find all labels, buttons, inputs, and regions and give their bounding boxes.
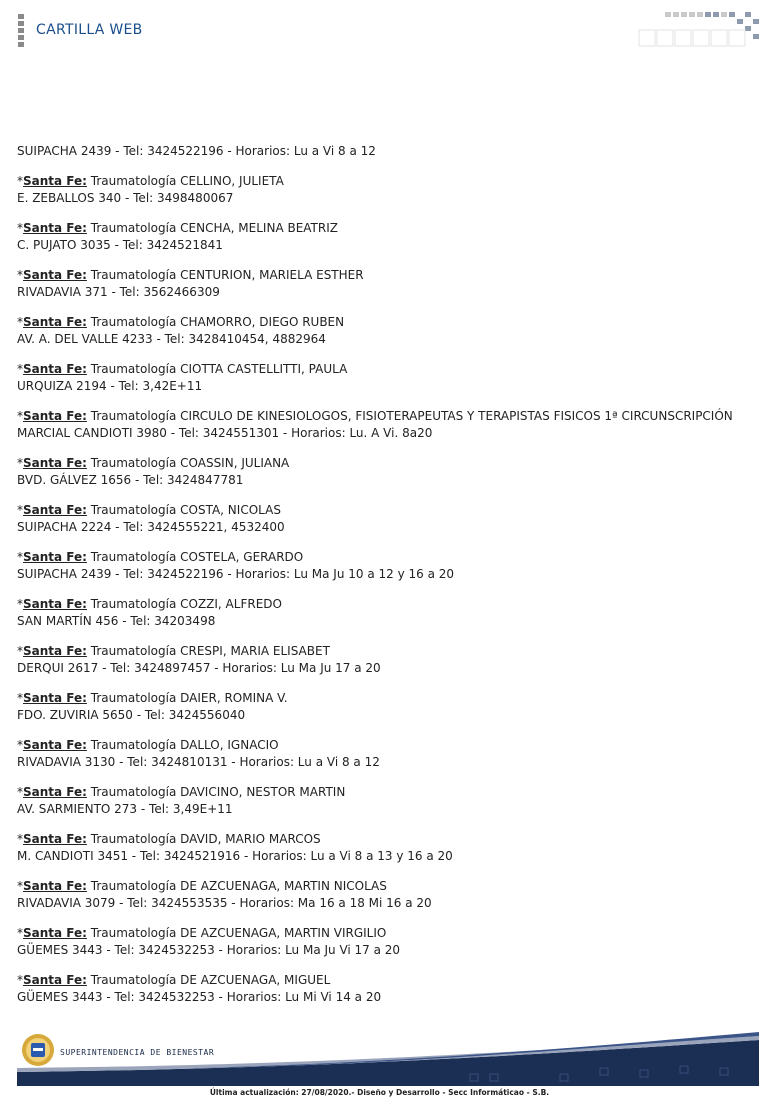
location-label: Santa Fe: (23, 315, 87, 329)
entry-marker: * (17, 174, 23, 188)
entry-detail: MARCIAL CANDIOTI 3980 - Tel: 3424551301 - Horarios: Lu. A Vi. 8a20 (17, 426, 433, 440)
location-label: Santa Fe: (23, 503, 87, 517)
entry-detail: GÜEMES 3443 - Tel: 3424532253 - Horarios: Lu Mi Vi 14 a 20 (17, 990, 382, 1004)
location-label: Santa Fe: (23, 832, 87, 846)
entry-detail: DERQUI 2617 - Tel: 3424897457 - Horarios: Lu Ma Ju 17 a 20 (17, 661, 381, 675)
list-item (17, 220, 747, 254)
provider-name: Traumatología CRESPI, MARIA ELISABET (90, 644, 330, 658)
location-label: Santa Fe: (23, 785, 87, 799)
footer-wave-decoration (0, 1028, 759, 1088)
location-label: Santa Fe: (23, 879, 87, 893)
list-item (17, 549, 747, 583)
entry-marker: * (17, 315, 23, 329)
list-item (17, 173, 747, 207)
list-item (17, 502, 747, 536)
location-label: Santa Fe: (23, 691, 87, 705)
entry-detail: FDO. ZUVIRIA 5650 - Tel: 3424556040 (17, 708, 246, 722)
entry-marker: * (17, 879, 23, 893)
list-item (17, 737, 747, 771)
entry-marker: * (17, 550, 23, 564)
entry-marker: * (17, 503, 23, 517)
footer-note: Última actualización: 27/08/2020.- Diseño y Desarrollo - Secc Informáticao - S.B. (209, 1088, 550, 1097)
list-item (17, 878, 747, 912)
provider-name: Traumatología CENCHA, MELINA BEATRIZ (90, 221, 338, 235)
entry-detail: C. PUJATO 3035 - Tel: 3424521841 (17, 238, 223, 252)
list-item (17, 831, 747, 865)
institution-seal-icon (21, 1033, 55, 1067)
pixel-decoration-icon (629, 10, 759, 50)
location-label: Santa Fe: (23, 409, 87, 423)
entry-detail: BVD. GÁLVEZ 1656 - Tel: 3424847781 (17, 473, 244, 487)
entry-detail: SUIPACHA 2224 - Tel: 3424555221, 4532400 (17, 520, 285, 534)
organization-name: SUPERINTENDENCIA DE BIENESTAR (60, 1048, 215, 1057)
provider-name: Traumatología DE AZCUENAGA, MIGUEL (90, 973, 331, 987)
list-item (17, 267, 747, 301)
provider-name: Traumatología CIRCULO DE KINESIOLOGOS, FISIOTERAPEUTAS Y TERAPISTAS FISICOS 1ª CIRCUNSCRIPCIÓN (90, 409, 733, 423)
provider-name: Traumatología DAIER, ROMINA V. (90, 691, 288, 705)
entry-detail: URQUIZA 2194 - Tel: 3,42E+11 (17, 379, 203, 393)
location-label: Santa Fe: (23, 597, 87, 611)
provider-name: Traumatología COSTELA, GERARDO (90, 550, 304, 564)
entry-marker: * (17, 456, 23, 470)
location-label: Santa Fe: (23, 221, 87, 235)
list-item (17, 361, 747, 395)
provider-name: Traumatología DAVID, MARIO MARCOS (90, 832, 321, 846)
entry-marker: * (17, 785, 23, 799)
location-label: Santa Fe: (23, 174, 87, 188)
provider-name: Traumatología CHAMORRO, DIEGO RUBEN (90, 315, 345, 329)
location-label: Santa Fe: (23, 973, 87, 987)
entry-marker: * (17, 926, 23, 940)
entry-marker: * (17, 973, 23, 987)
location-label: Santa Fe: (23, 456, 87, 470)
provider-name: Traumatología CELLINO, JULIETA (90, 174, 284, 188)
entry-detail: RIVADAVIA 3130 - Tel: 3424810131 - Horarios: Lu a Vi 8 a 12 (17, 755, 380, 769)
entry-detail: AV. SARMIENTO 273 - Tel: 3,49E+11 (17, 802, 233, 816)
provider-name: Traumatología DE AZCUENAGA, MARTIN VIRGILIO (90, 926, 387, 940)
entry-detail: SUIPACHA 2439 - Tel: 3424522196 - Horarios: Lu a Vi 8 a 12 (17, 144, 376, 158)
list-item (17, 925, 747, 959)
location-label: Santa Fe: (23, 926, 87, 940)
list-item (17, 455, 747, 489)
list-item (17, 314, 747, 348)
provider-name: Traumatología DAVICINO, NESTOR MARTIN (90, 785, 346, 799)
entry-detail: GÜEMES 3443 - Tel: 3424532253 - Horarios: Lu Ma Ju Vi 17 a 20 (17, 943, 401, 957)
entry-marker: * (17, 409, 23, 423)
entry-detail: RIVADAVIA 3079 - Tel: 3424553535 - Horarios: Ma 16 a 18 Mi 16 a 20 (17, 896, 432, 910)
list-item (17, 972, 747, 1006)
list-item (17, 408, 747, 442)
entry-marker: * (17, 268, 23, 282)
entry-marker: * (17, 597, 23, 611)
entry-detail: RIVADAVIA 371 - Tel: 3562466309 (17, 285, 220, 299)
entry-marker: * (17, 738, 23, 752)
entry-detail: AV. A. DEL VALLE 4233 - Tel: 3428410454, 4882964 (17, 332, 326, 346)
entry-marker: * (17, 644, 23, 658)
location-label: Santa Fe: (23, 644, 87, 658)
entry-detail: SUIPACHA 2439 - Tel: 3424522196 - Horarios: Lu Ma Ju 10 a 12 y 16 a 20 (17, 567, 455, 581)
page-title: CARTILLA WEB (36, 22, 143, 38)
header-accent-bar (18, 14, 24, 48)
entry-detail: SAN MARTÍN 456 - Tel: 34203498 (17, 614, 216, 628)
provider-name: Traumatología COSTA, NICOLAS (90, 503, 281, 517)
provider-name: Traumatología DE AZCUENAGA, MARTIN NICOLAS (90, 879, 387, 893)
entry-marker: * (17, 832, 23, 846)
provider-name: Traumatología COZZI, ALFREDO (90, 597, 282, 611)
provider-name: Traumatología CENTURION, MARIELA ESTHER (90, 268, 364, 282)
list-item (17, 784, 747, 818)
location-label: Santa Fe: (23, 550, 87, 564)
list-item (17, 143, 747, 160)
list-item (17, 596, 747, 630)
provider-name: Traumatología CIOTTA CASTELLITTI, PAULA (90, 362, 348, 376)
list-item (17, 643, 747, 677)
provider-name: Traumatología COASSIN, JULIANA (90, 456, 290, 470)
provider-list (17, 143, 747, 1019)
location-label: Santa Fe: (23, 738, 87, 752)
provider-name: Traumatología DALLO, IGNACIO (90, 738, 279, 752)
entry-marker: * (17, 221, 23, 235)
location-label: Santa Fe: (23, 268, 87, 282)
entry-marker: * (17, 362, 23, 376)
entry-marker: * (17, 691, 23, 705)
location-label: Santa Fe: (23, 362, 87, 376)
list-item (17, 690, 747, 724)
entry-detail: M. CANDIOTI 3451 - Tel: 3424521916 - Horarios: Lu a Vi 8 a 13 y 16 a 20 (17, 849, 453, 863)
entry-detail: E. ZEBALLOS 340 - Tel: 3498480067 (17, 191, 234, 205)
